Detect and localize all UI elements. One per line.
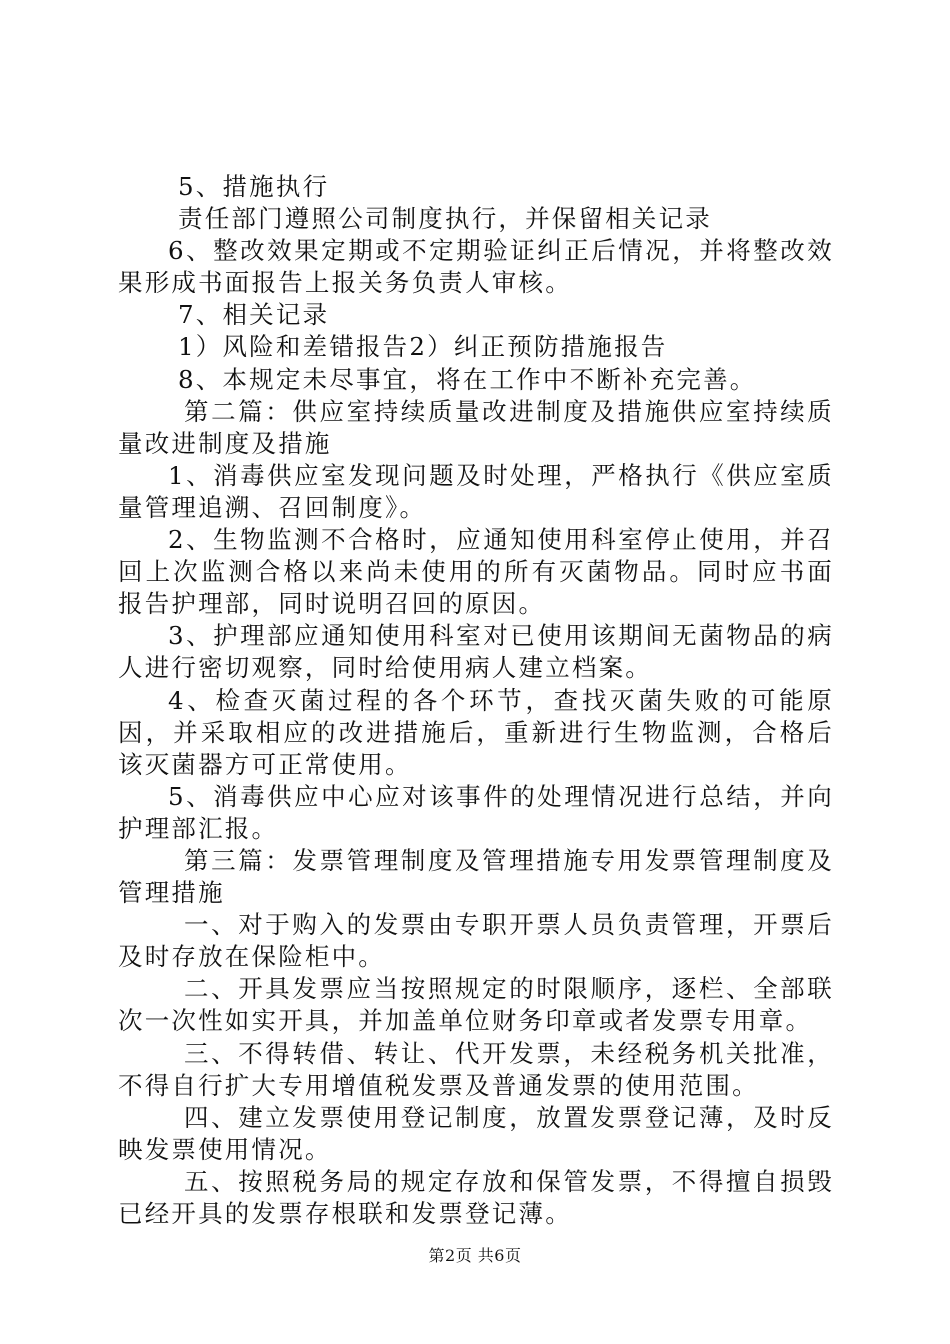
paragraph-part-two-3: 3、护理部应通知使用科室对已使用该期间无菌物品的病人进行密切观察，同时给使用病人建立档案。 [118,621,834,683]
paragraph-part-two-1: 1、消毒供应室发现问题及时处理，严格执行《供应室质量管理追溯、召回制度》。 [118,460,834,522]
paragraph-rectification-6: 6、整改效果定期或不定期验证纠正后情况，并将整改效果形成书面报告上报关务负责人审核。 [118,236,834,298]
paragraph-part-three-3: 三、不得转借、转让、代开发票，未经税务机关批准，不得自行扩大专用增值税发票及普通发票的使用范围。 [118,1038,834,1100]
paragraph-part-two-2: 2、生物监测不合格时，应通知使用科室停止使用，并召回上次监测合格以来尚未使用的所有灭菌物品。同时应书面报告护理部，同时说明召回的原因。 [118,525,834,619]
paragraph-supplement-8: 8、本规定未尽事宜，将在工作中不断补充完善。 [178,364,757,394]
paragraph-part-three-2: 二、开具发票应当按照规定的时限顺序，逐栏、全部联次一次性如实开具，并加盖单位财务印章或者发票专用章。 [118,974,834,1036]
paragraph-records-7: 7、相关记录 [178,300,330,330]
paragraph-measure-5: 5、措施执行 [178,172,330,201]
paragraph-part-three-4: 四、建立发票使用登记制度，放置发票登记薄，及时反映发票使用情况。 [118,1102,834,1164]
paragraph-part-three-5: 五、按照税务局的规定存放和保管发票，不得擅自损毁已经开具的发票存根联和发票登记薄。 [118,1166,834,1228]
page-number-footer: 第2页 共6页 [428,1246,522,1265]
document-body [118,171,834,1230]
section-title-part-two: 第二篇：供应室持续质量改进制度及措施供应室持续质量改进制度及措施 [118,396,834,458]
paragraph-part-three-1: 一、对于购入的发票由专职开票人员负责管理，开票后及时存放在保险柜中。 [118,910,834,972]
section-title-part-three: 第三篇：发票管理制度及管理措施专用发票管理制度及管理措施 [118,845,834,908]
paragraph-measure-5-detail: 责任部门遵照公司制度执行，并保留相关记录 [178,204,712,234]
paragraph-part-two-4: 4、检查灭菌过程的各个环节，查找灭菌失败的可能原因，并采取相应的改进措施后，重新进行生物监测，合格后该灭菌器方可正常使用。 [118,685,834,779]
paragraph-records-7-detail: 1）风险和差错报告2）纠正预防措施报告 [178,332,668,362]
paragraph-part-two-5: 5、消毒供应中心应对该事件的处理情况进行总结，并向护理部汇报。 [118,781,834,843]
